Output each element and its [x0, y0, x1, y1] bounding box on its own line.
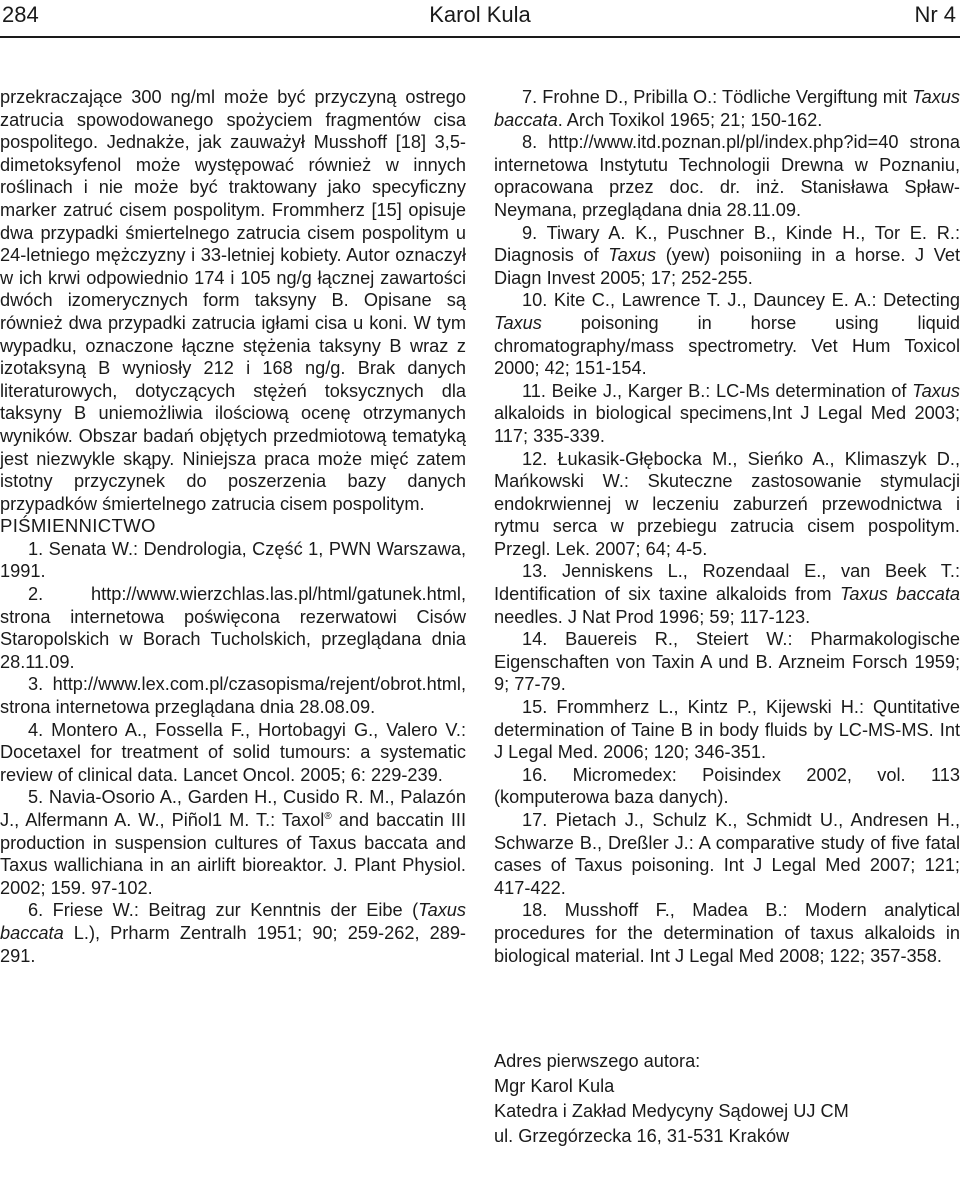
reference-5-text-cont: and baccatin III production in suspension cultures of Taxus baccata and Taxus wallichiana in an airlift bioreaktor. J. Plant Physiol. 2002; 159. 97-102. [0, 810, 467, 898]
reference-11 [494, 380, 960, 448]
address-label: Adres pierwszego autora: [494, 1051, 701, 1072]
reference-18: 18. Musshoff F., Madea B.: Modern analytical procedures for the determination of taxus alkaloids in biological material. Int J Legal Med 2008; 122; 357-358. [494, 900, 960, 966]
reference-17: 17. Pietach J., Schulz K., Schmidt U., Andresen H., Schwarze B., Dreßler J.: A comparative study of five fatal cases of Taxus poisoning. Int J Legal Med 2007; 121; 417-422. [494, 810, 960, 898]
reference-6-text-cont: L.), Prharm Zentralh 1951; 90; 259-262, 289-291. [0, 922, 466, 966]
reference-11-taxon: Taxus [912, 380, 960, 401]
reference-14: 14. Bauereis R., Steiert W.: Pharmakologische Eigenschaften von Taxin A und B. Arzneim Forsch 1959; 9; 77-79. [494, 629, 960, 695]
reference-4: 4. Montero A., Fossella F., Hortobagyi G., Valero V.: Docetaxel for treatment of solid tumours: a systematic review of clinical data. Lancet Oncol. 2005; 6: 229-239. [0, 719, 466, 785]
reference-13 [494, 560, 960, 628]
reference-2: 2. http://www.wierzchlas.las.pl/html/gatunek.html, strona internetowa poświęcona rezerwatowi Cisów Staropolskich w Borach Tucholskich, przeglądana dnia 28.11.09. [0, 584, 466, 672]
reference-1: 1. Senata W.: Dendrologia, Część 1, PWN Warszawa, 1991. [0, 538, 466, 582]
reference-9-text-cont: (yew) poisoniing in a horse. J Vet Diagn Invest 2005; 17; 252-255. [494, 245, 960, 288]
reference-10-taxon: Taxus [494, 312, 542, 333]
reference-6-text: 6. Friese W.: Beitrag zur Kenntnis der Eibe ( [28, 900, 419, 921]
reference-7-text: 7. Frohne D., Pribilla O.: Tödliche Vergiftung mit [522, 87, 913, 107]
reference-9-taxon: Taxus [608, 245, 657, 266]
reference-13-text: 13. Jenniskens L., Rozendaal E., van Beek T.: Identification of six taxine alkaloids from [494, 561, 960, 605]
registered-mark: ® [324, 810, 332, 822]
reference-10-text: 10. Kite C., Lawrence T. J., Dauncey E. A.: Detecting [522, 290, 960, 311]
right-column [494, 86, 960, 1149]
body-paragraph: przekraczające 300 ng/ml może być przyczyną ostrego zatrucia spowodowanego spożyciem fragmentów cisa pospolitego. Jednakże, jak zauważył Musshoff [18] 3,5-dimetoksyfenol może występować również w innych roślinach i nie może być traktowany jako specyficzny marker zatruć cisem pospolitym. Frommherz [15] opisuje dwa przypadki śmiertelnego zatrucia cisem pospolitym u 24-letniego mężczyzny i 33-letniej kobiety. Autor oznaczył w ich krwi odpowiednio 174 i 105 ng/g łącznej zawartości dwóch izomerycznych form taksyny B. Opisane są również dwa przypadki zatrucia igłami cisa u koni. W tym wypadku, oznaczone łączne stężenia taksyny B wraz z izotaksyną B wyniosły 212 i 168 ng/g. Brak danych literaturowych, dotyczących stężeń toksycznych dla taksyny B uniemożliwia ilościową ocenę otrzymanych wyników. Obszar badań objętych przedmiotową tematyką jest niezwykle skąpy. Niniejsza praca może mięć zatem istotny przyczynek do poszerzenia bazy danych przypadków śmiertelnego zatrucia cisem pospolitym. [0, 87, 466, 514]
issue-number: Nr 4 [914, 2, 956, 27]
reference-13-text-cont: needles. J Nat Prod 1996; 59; 117-123. [494, 606, 811, 627]
author-address [494, 1049, 960, 1149]
reference-10 [494, 289, 960, 379]
reference-7-taxon: Taxus baccata [494, 87, 960, 130]
reference-11-text: 11. Beike J., Karger B.: LC-Ms determination of [522, 380, 913, 401]
reference-7-text-cont: . Arch Toxikol 1965; 21; 150-162. [557, 109, 823, 130]
reference-10-text-cont: poisoning in horse using liquid chromatography/mass spectrometry. Vet Hum Toxicol 2000; 42; 151-154. [494, 312, 960, 379]
reference-9 [494, 222, 960, 290]
address-department: Katedra i Zakład Medycyny Sądowej UJ CM [494, 1101, 849, 1122]
reference-6-taxon: Taxus baccata [0, 900, 466, 943]
reference-6 [0, 899, 466, 967]
address-name: Mgr Karol Kula [494, 1076, 615, 1097]
reference-16: 16. Micromedex: Poisindex 2002, vol. 113 (komputerowa baza danych). [494, 764, 960, 808]
running-header [0, 0, 960, 30]
references-heading: PIŚMIENNICTWO [0, 515, 156, 537]
header-rule [0, 36, 960, 38]
reference-3: 3. http://www.lex.com.pl/czasopisma/rejent/obrot.html, strona internetowa przeglądana dnia 28.08.09. [0, 674, 466, 718]
reference-11-text-cont: alkaloids in biological specimens,Int J Legal Med 2003; 117; 335-339. [494, 403, 960, 446]
reference-12: 12. Łukasik-Głębocka M., Sieńko A., Klimaszyk D., Mańkowski W.: Skuteczne zastosowanie stymulacji endokrwiennej w leczeniu zaburzeń przewodnictwa i rytmu serca w przebiegu zatrucia cisem pospolitym. Przegl. Lek. 2007; 64; 4-5. [494, 448, 960, 559]
reference-5 [0, 786, 466, 899]
reference-13-taxon: Taxus baccata [839, 584, 960, 605]
reference-8: 8. http://www.itd.poznan.pl/pl/index.php?id=40 strona internetowa Instytutu Technologii Drewna w Poznaniu, opracowana przez doc. dr. inż. Stanisława Spław-Neymana, przeglądana dnia 28.11.09. [494, 132, 960, 220]
address-street: ul. Grzegórzecka 16, 31-531 Kraków [494, 1126, 790, 1147]
page-number: 284 [2, 2, 39, 27]
header-author: Karol Kula [429, 2, 531, 27]
reference-5-text: 5. Navia-Osorio A., Garden H., Cusido R. M., Palazón J., Alfermann A. W., Piñol1 M. T.: Taxol [0, 787, 466, 830]
reference-7 [494, 86, 960, 131]
reference-15: 15. Frommherz L., Kintz P., Kijewski H.: Quntitative determination of Taine B in body fluids by LC-MS-MS. Int J Legal Med. 2006; 120; 346-351. [494, 697, 960, 763]
reference-9-text: 9. Tiwary A. K., Puschner B., Kinde H., Tor E. R.: Diagnosis of [494, 222, 960, 266]
left-column [0, 86, 466, 967]
